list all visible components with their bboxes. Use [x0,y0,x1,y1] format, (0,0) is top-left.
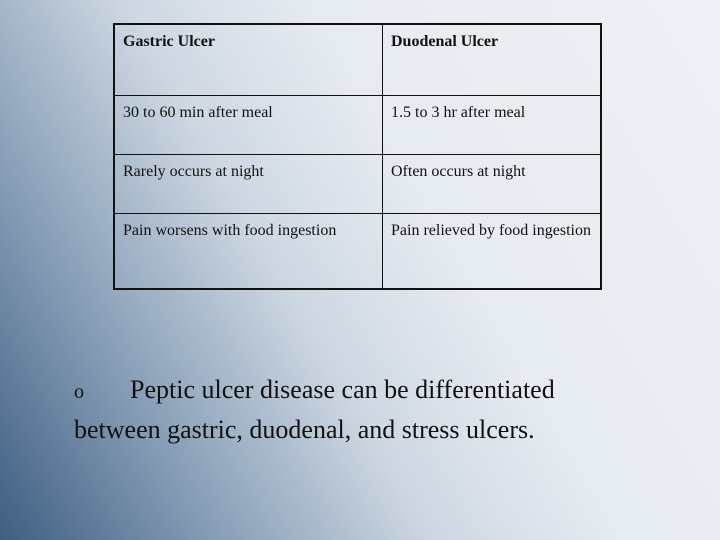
table-row [114,155,601,214]
table-cell: 30 to 60 min after meal [114,96,383,155]
table-row [114,214,601,290]
table-row [114,96,601,155]
bullet-marker: o [74,381,84,403]
table-cell: Rarely occurs at night [114,155,383,214]
table-cell: Often occurs at night [383,155,602,214]
table-cell: 1.5 to 3 hr after meal [383,96,602,155]
table-header-row [114,24,601,96]
ulcer-comparison-table [113,23,602,290]
bullet-text: Peptic ulcer disease can be differentiated between gastric, duodenal, and stress ulcers. [74,375,555,444]
table-cell: Pain relieved by food ingestion [383,214,602,290]
header-gastric-ulcer: Gastric Ulcer [114,24,383,96]
header-duodenal-ulcer: Duodenal Ulcer [383,24,602,96]
table-cell: Pain worsens with food ingestion [114,214,383,290]
bullet-paragraph [74,371,634,448]
